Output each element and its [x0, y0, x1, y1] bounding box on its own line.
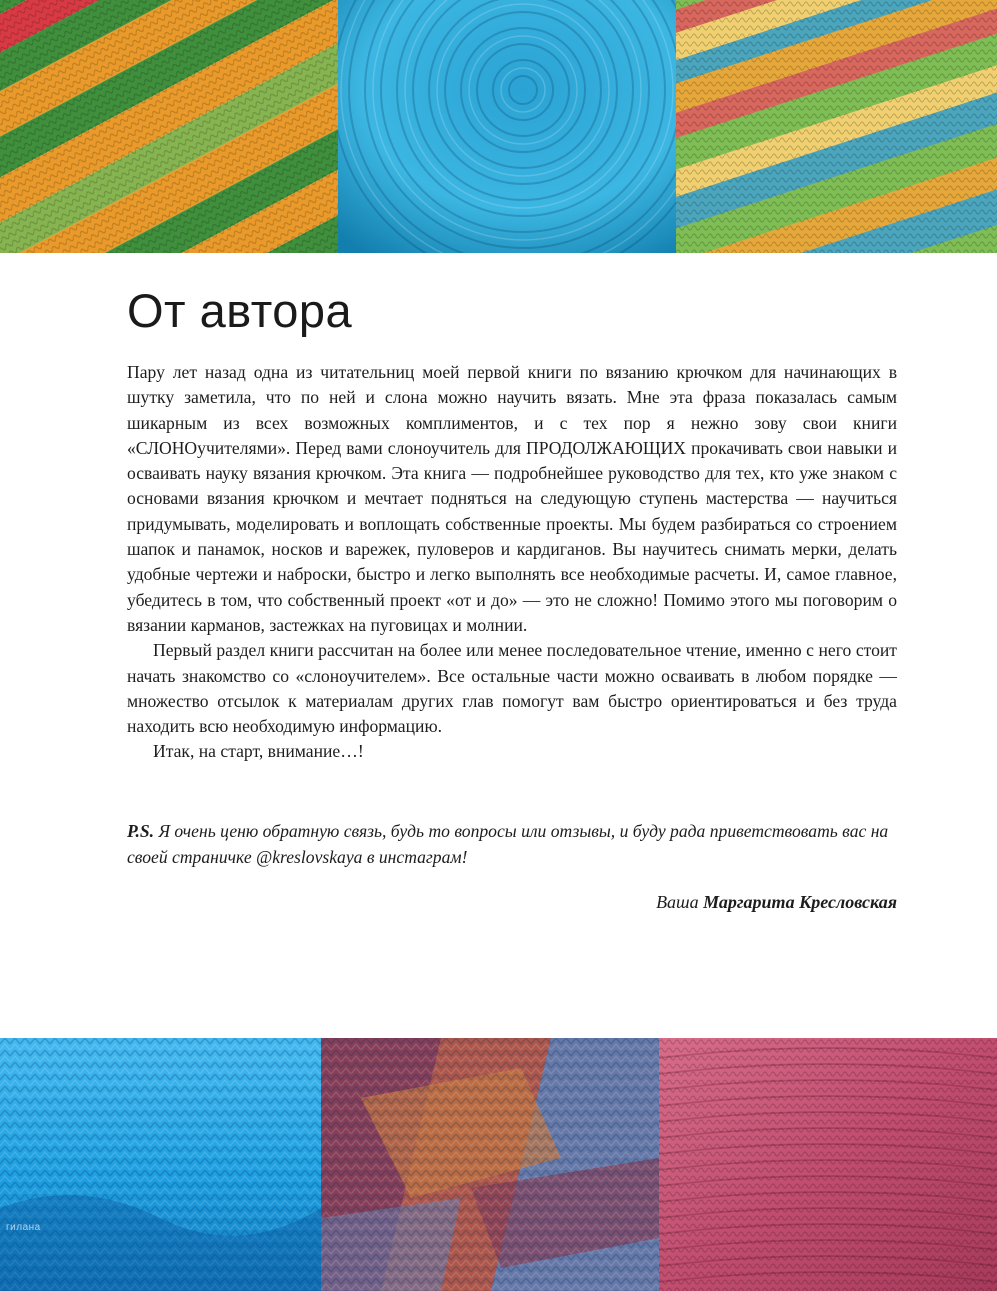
paragraph: Пару лет назад одна из читательниц моей первой книги по вязанию крючком для начинающих в шутку заметила, что по ней и слона можно научить вязать. Мне эта фраза показалась самым шикарным из всех возможных комплиментов, и с тех пор я нежно зову свои книги «СЛОНОучителями». Перед вами слоноучитель для ПРОДОЛЖАЮЩИХ прокачивать свои навыки и осваивать науку вязания крючком. Эта книга — подробнейшее руководство для тех, кто уже знаком с основами вязания крючком и мечтает подняться на следующую ступень мастерства — научиться придумывать, моделировать и воплощать собственные проекты. Мы будем разбираться со строением шапок и панамок, носков и варежек, пуловеров и кардиганов. Вы научитесь снимать мерки, делать удобные чертежи и наброски, быстро и легко выполнять все необходимые расчеты. И, самое главное, убедитесь в том, что собственный проект «от и до» — это не сложно! Помимо этого мы поговорим о вязании карманов, застежках на пуговицах и молнии.	[127, 362, 897, 635]
paragraph: Первый раздел книги рассчитан на более или менее последовательное чтение, именно с него стоит начать знакомство со «слоноучителем». Все остальные части можно осваивать в любом порядке — множество отсылок к материалам других глав помогут вам быстро ориентироваться и без труда находить всю необходимую информацию.	[127, 640, 897, 737]
paragraph: Итак, на старт, внимание…!	[153, 741, 364, 762]
postscript-text: Я очень ценю обратную связь, будь то вопросы или отзывы, и буду рада приветствовать вас на своей страничке @kreslovskaya в инстаграм!	[127, 821, 889, 867]
multicolor-crochet-photo	[676, 0, 997, 253]
signature	[127, 892, 897, 913]
variegated-knit-photo	[321, 1038, 659, 1291]
watermark: гилана	[6, 1222, 41, 1233]
pink-crochet-photo	[659, 1038, 997, 1291]
signature-prefix: Ваша	[656, 892, 704, 912]
page-title: От автора	[127, 284, 353, 337]
blue-round-crochet-photo	[338, 0, 676, 253]
blue-knit-photo	[0, 1038, 321, 1291]
author-name: Маргарита Кресловская	[703, 892, 897, 912]
body-text	[127, 360, 897, 765]
striped-crochet-photo	[0, 0, 338, 253]
postscript	[127, 818, 897, 870]
postscript-label: P.S.	[127, 821, 155, 841]
